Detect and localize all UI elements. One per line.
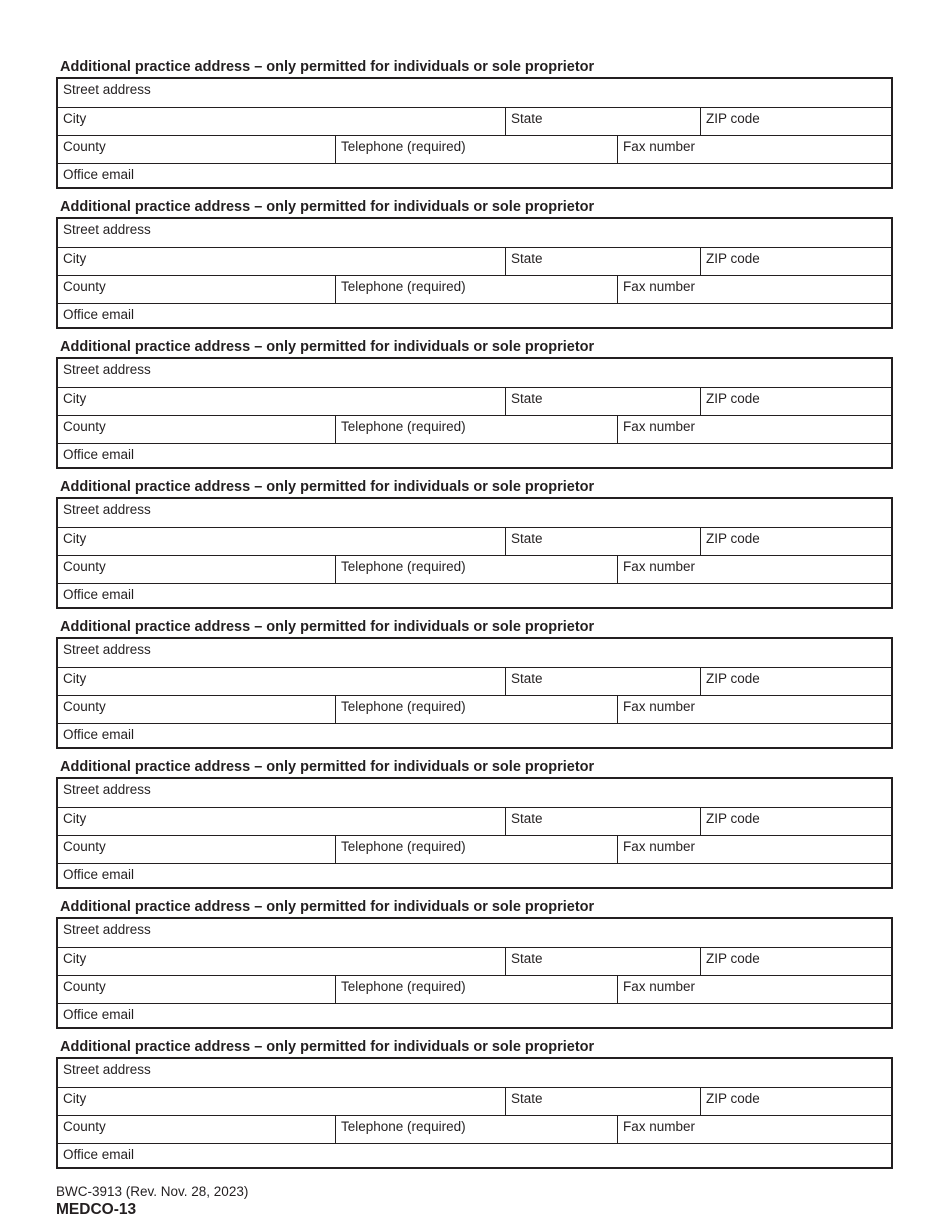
street-row	[58, 779, 891, 807]
email-label: Office email	[63, 867, 135, 882]
state-label: State	[511, 391, 543, 406]
city-cell	[58, 248, 505, 276]
street-label: Street address	[63, 922, 151, 937]
county-label: County	[63, 699, 106, 714]
state-input[interactable]	[506, 808, 701, 836]
street-row	[58, 359, 891, 387]
telephone-cell	[335, 416, 618, 444]
section-title: Additional practice address – only permitted for individuals or sole proprietor	[60, 199, 595, 215]
city-row	[58, 947, 891, 976]
street-address-input[interactable]	[58, 1059, 891, 1087]
telephone-label: Telephone (required)	[341, 279, 466, 294]
fax-number-input[interactable]	[618, 836, 891, 864]
city-input[interactable]	[58, 1088, 505, 1116]
section-title: Additional practice address – only permitted for individuals or sole proprietor	[60, 59, 595, 75]
city-row	[58, 667, 891, 696]
office-email-input[interactable]	[58, 1144, 891, 1172]
zip-cell	[700, 108, 891, 136]
fax-cell	[617, 1116, 891, 1144]
address-form-box	[56, 637, 893, 749]
fax-label: Fax number	[623, 839, 696, 854]
city-input[interactable]	[58, 668, 505, 696]
email-row	[58, 303, 891, 332]
office-email-input[interactable]	[58, 1004, 891, 1032]
address-form-box	[56, 357, 893, 469]
city-cell	[58, 808, 505, 836]
city-label: City	[63, 811, 87, 826]
state-cell	[505, 668, 701, 696]
practice-address-section	[56, 58, 893, 198]
city-row	[58, 527, 891, 556]
telephone-label: Telephone (required)	[341, 139, 466, 154]
zip-label: ZIP code	[706, 1091, 760, 1106]
state-input[interactable]	[506, 248, 701, 276]
telephone-cell	[335, 276, 618, 304]
county-label: County	[63, 979, 106, 994]
telephone-input[interactable]	[336, 696, 618, 724]
practice-address-section	[56, 618, 893, 758]
email-cell	[58, 864, 891, 892]
zip-code-input[interactable]	[701, 948, 891, 976]
email-row	[58, 1003, 891, 1032]
zip-label: ZIP code	[706, 951, 760, 966]
county-input[interactable]	[58, 136, 335, 164]
city-row	[58, 807, 891, 836]
fax-number-input[interactable]	[618, 1116, 891, 1144]
fax-cell	[617, 136, 891, 164]
section-title: Additional practice address – only permitted for individuals or sole proprietor	[60, 899, 595, 915]
zip-cell	[700, 668, 891, 696]
street-cell	[58, 639, 891, 667]
zip-cell	[700, 808, 891, 836]
city-input[interactable]	[58, 248, 505, 276]
zip-code-input[interactable]	[701, 1088, 891, 1116]
practice-address-section	[56, 758, 893, 898]
fax-cell	[617, 276, 891, 304]
county-input[interactable]	[58, 976, 335, 1004]
zip-label: ZIP code	[706, 251, 760, 266]
county-row	[58, 555, 891, 584]
email-label: Office email	[63, 587, 135, 602]
county-input[interactable]	[58, 1116, 335, 1144]
county-input[interactable]	[58, 836, 335, 864]
street-label: Street address	[63, 642, 151, 657]
telephone-input[interactable]	[336, 276, 618, 304]
office-email-input[interactable]	[58, 304, 891, 332]
street-cell	[58, 79, 891, 107]
fax-cell	[617, 416, 891, 444]
email-label: Office email	[63, 447, 135, 462]
practice-address-section	[56, 338, 893, 478]
county-label: County	[63, 139, 106, 154]
email-cell	[58, 724, 891, 752]
address-form-box	[56, 77, 893, 189]
telephone-label: Telephone (required)	[341, 699, 466, 714]
telephone-label: Telephone (required)	[341, 1119, 466, 1134]
fax-label: Fax number	[623, 419, 696, 434]
fax-label: Fax number	[623, 279, 696, 294]
state-label: State	[511, 251, 543, 266]
fax-label: Fax number	[623, 699, 696, 714]
county-input[interactable]	[58, 696, 335, 724]
telephone-input[interactable]	[336, 136, 618, 164]
state-label: State	[511, 671, 543, 686]
county-label: County	[63, 1119, 106, 1134]
practice-address-section	[56, 1038, 893, 1178]
fax-number-input[interactable]	[618, 276, 891, 304]
city-row	[58, 1087, 891, 1116]
city-cell	[58, 1088, 505, 1116]
state-cell	[505, 388, 701, 416]
state-cell	[505, 1088, 701, 1116]
telephone-input[interactable]	[336, 976, 618, 1004]
telephone-cell	[335, 836, 618, 864]
state-input[interactable]	[506, 388, 701, 416]
email-label: Office email	[63, 307, 135, 322]
fax-number-input[interactable]	[618, 416, 891, 444]
address-form-box	[56, 217, 893, 329]
fax-cell	[617, 556, 891, 584]
street-cell	[58, 359, 891, 387]
street-row	[58, 219, 891, 247]
fax-label: Fax number	[623, 979, 696, 994]
telephone-label: Telephone (required)	[341, 979, 466, 994]
state-input[interactable]	[506, 528, 701, 556]
city-input[interactable]	[58, 528, 505, 556]
street-row	[58, 639, 891, 667]
county-cell	[58, 276, 335, 304]
section-title: Additional practice address – only permitted for individuals or sole proprietor	[60, 759, 595, 775]
telephone-input[interactable]	[336, 836, 618, 864]
zip-cell	[700, 248, 891, 276]
street-cell	[58, 499, 891, 527]
county-row	[58, 835, 891, 864]
street-row	[58, 919, 891, 947]
state-label: State	[511, 111, 543, 126]
county-cell	[58, 696, 335, 724]
street-cell	[58, 1059, 891, 1087]
email-cell	[58, 164, 891, 192]
county-input[interactable]	[58, 276, 335, 304]
address-sections	[56, 58, 893, 1178]
city-label: City	[63, 531, 87, 546]
street-address-input[interactable]	[58, 919, 891, 947]
practice-address-section	[56, 478, 893, 618]
telephone-label: Telephone (required)	[341, 559, 466, 574]
street-label: Street address	[63, 82, 151, 97]
office-email-input[interactable]	[58, 164, 891, 192]
state-label: State	[511, 951, 543, 966]
zip-label: ZIP code	[706, 671, 760, 686]
state-label: State	[511, 1091, 543, 1106]
office-email-input[interactable]	[58, 864, 891, 892]
form-code: MEDCO-13	[56, 1201, 137, 1218]
zip-code-input[interactable]	[701, 668, 891, 696]
city-label: City	[63, 251, 87, 266]
county-row	[58, 695, 891, 724]
email-row	[58, 1143, 891, 1172]
email-row	[58, 583, 891, 612]
zip-cell	[700, 1088, 891, 1116]
street-row	[58, 1059, 891, 1087]
county-row	[58, 1115, 891, 1144]
zip-label: ZIP code	[706, 111, 760, 126]
office-email-input[interactable]	[58, 724, 891, 752]
county-cell	[58, 416, 335, 444]
fax-number-input[interactable]	[618, 696, 891, 724]
practice-address-section	[56, 898, 893, 1038]
telephone-cell	[335, 1116, 618, 1144]
county-label: County	[63, 559, 106, 574]
state-input[interactable]	[506, 668, 701, 696]
county-label: County	[63, 839, 106, 854]
city-label: City	[63, 111, 87, 126]
telephone-cell	[335, 136, 618, 164]
state-cell	[505, 808, 701, 836]
fax-cell	[617, 976, 891, 1004]
state-cell	[505, 528, 701, 556]
street-cell	[58, 779, 891, 807]
street-row	[58, 499, 891, 527]
email-label: Office email	[63, 167, 135, 182]
county-input[interactable]	[58, 416, 335, 444]
fax-number-input[interactable]	[618, 556, 891, 584]
email-cell	[58, 584, 891, 612]
county-cell	[58, 836, 335, 864]
fax-label: Fax number	[623, 559, 696, 574]
zip-label: ZIP code	[706, 391, 760, 406]
street-label: Street address	[63, 222, 151, 237]
street-address-input[interactable]	[58, 779, 891, 807]
email-row	[58, 163, 891, 192]
email-label: Office email	[63, 1147, 135, 1162]
telephone-label: Telephone (required)	[341, 419, 466, 434]
telephone-label: Telephone (required)	[341, 839, 466, 854]
county-row	[58, 975, 891, 1004]
email-row	[58, 863, 891, 892]
telephone-input[interactable]	[336, 556, 618, 584]
fax-number-input[interactable]	[618, 136, 891, 164]
county-cell	[58, 976, 335, 1004]
street-row	[58, 79, 891, 107]
fax-label: Fax number	[623, 1119, 696, 1134]
address-form-box	[56, 777, 893, 889]
city-cell	[58, 668, 505, 696]
email-cell	[58, 444, 891, 472]
fax-cell	[617, 836, 891, 864]
fax-number-input[interactable]	[618, 976, 891, 1004]
city-row	[58, 107, 891, 136]
city-input[interactable]	[58, 948, 505, 976]
city-row	[58, 387, 891, 416]
county-input[interactable]	[58, 556, 335, 584]
zip-code-input[interactable]	[701, 248, 891, 276]
county-label: County	[63, 419, 106, 434]
county-cell	[58, 556, 335, 584]
telephone-input[interactable]	[336, 416, 618, 444]
street-label: Street address	[63, 1062, 151, 1077]
state-input[interactable]	[506, 948, 701, 976]
telephone-input[interactable]	[336, 1116, 618, 1144]
office-email-input[interactable]	[58, 444, 891, 472]
practice-address-section	[56, 198, 893, 338]
section-title: Additional practice address – only permitted for individuals or sole proprietor	[60, 1039, 595, 1055]
telephone-cell	[335, 696, 618, 724]
street-cell	[58, 919, 891, 947]
city-input[interactable]	[58, 108, 505, 136]
zip-code-input[interactable]	[701, 528, 891, 556]
email-cell	[58, 1004, 891, 1032]
email-row	[58, 443, 891, 472]
section-title: Additional practice address – only permitted for individuals or sole proprietor	[60, 479, 595, 495]
city-cell	[58, 388, 505, 416]
county-row	[58, 415, 891, 444]
city-input[interactable]	[58, 388, 505, 416]
street-address-input[interactable]	[58, 79, 891, 107]
city-input[interactable]	[58, 808, 505, 836]
state-label: State	[511, 811, 543, 826]
zip-cell	[700, 948, 891, 976]
state-cell	[505, 108, 701, 136]
state-label: State	[511, 531, 543, 546]
telephone-cell	[335, 556, 618, 584]
zip-code-input[interactable]	[701, 808, 891, 836]
zip-code-input[interactable]	[701, 108, 891, 136]
city-cell	[58, 948, 505, 976]
street-cell	[58, 219, 891, 247]
email-row	[58, 723, 891, 752]
county-row	[58, 135, 891, 164]
city-label: City	[63, 951, 87, 966]
state-input[interactable]	[506, 1088, 701, 1116]
county-row	[58, 275, 891, 304]
street-address-input[interactable]	[58, 219, 891, 247]
city-cell	[58, 108, 505, 136]
city-label: City	[63, 391, 87, 406]
state-cell	[505, 948, 701, 976]
street-label: Street address	[63, 782, 151, 797]
street-label: Street address	[63, 502, 151, 517]
page-footer	[56, 1184, 248, 1219]
fax-cell	[617, 696, 891, 724]
address-form-box	[56, 917, 893, 1029]
fax-label: Fax number	[623, 139, 696, 154]
email-label: Office email	[63, 727, 135, 742]
city-label: City	[63, 671, 87, 686]
city-row	[58, 247, 891, 276]
office-email-input[interactable]	[58, 584, 891, 612]
street-address-input[interactable]	[58, 359, 891, 387]
state-input[interactable]	[506, 108, 701, 136]
street-address-input[interactable]	[58, 499, 891, 527]
form-id: BWC-3913 (Rev. Nov. 28, 2023)	[56, 1184, 249, 1199]
zip-label: ZIP code	[706, 531, 760, 546]
zip-code-input[interactable]	[701, 388, 891, 416]
state-cell	[505, 248, 701, 276]
email-cell	[58, 304, 891, 332]
section-title: Additional practice address – only permitted for individuals or sole proprietor	[60, 339, 595, 355]
city-label: City	[63, 1091, 87, 1106]
zip-label: ZIP code	[706, 811, 760, 826]
county-cell	[58, 136, 335, 164]
address-form-box	[56, 497, 893, 609]
county-label: County	[63, 279, 106, 294]
street-address-input[interactable]	[58, 639, 891, 667]
telephone-cell	[335, 976, 618, 1004]
county-cell	[58, 1116, 335, 1144]
address-form-box	[56, 1057, 893, 1169]
street-label: Street address	[63, 362, 151, 377]
section-title: Additional practice address – only permitted for individuals or sole proprietor	[60, 619, 595, 635]
email-cell	[58, 1144, 891, 1172]
zip-cell	[700, 528, 891, 556]
city-cell	[58, 528, 505, 556]
zip-cell	[700, 388, 891, 416]
email-label: Office email	[63, 1007, 135, 1022]
